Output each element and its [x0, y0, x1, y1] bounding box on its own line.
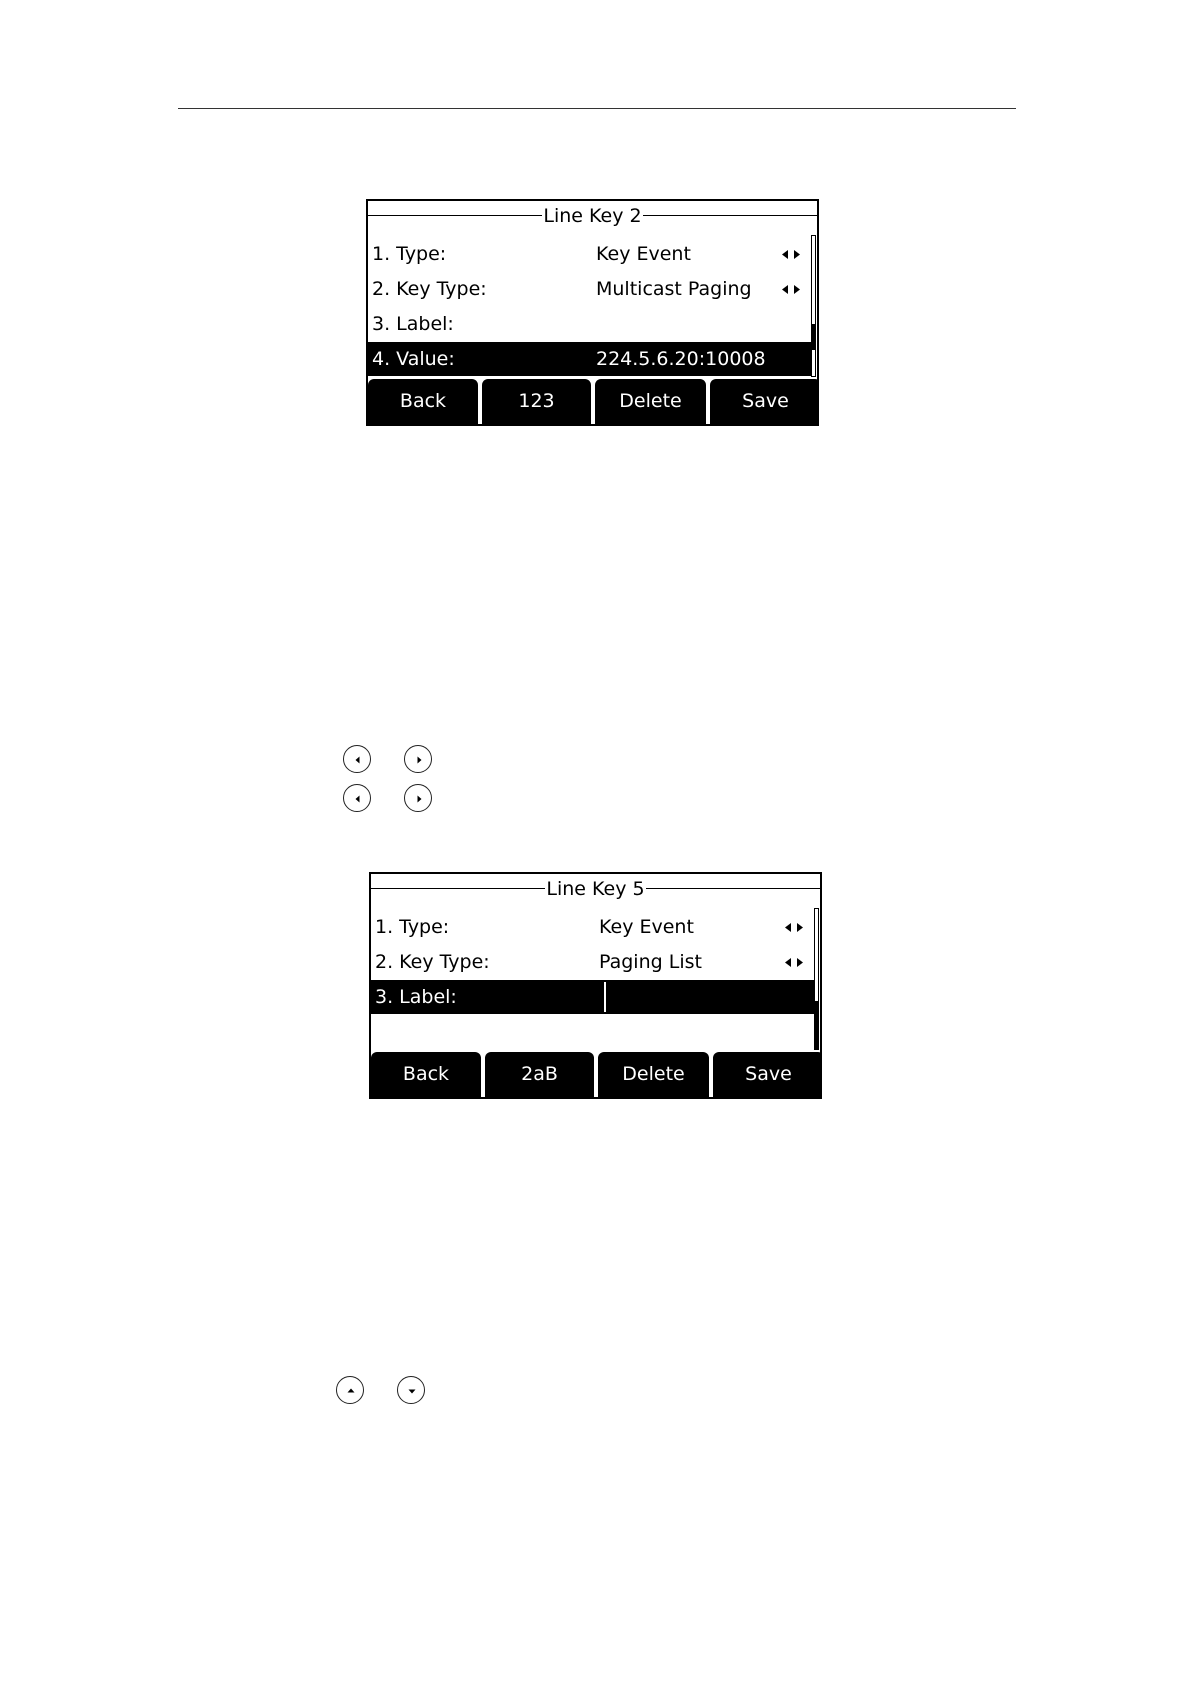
field-value: Key Event: [596, 243, 691, 265]
left-nav-key-icon: [343, 784, 371, 812]
left-right-arrows-icon: [785, 945, 805, 979]
field-label: 1. Type:: [375, 916, 450, 938]
scrollbar-thumb[interactable]: [815, 1001, 818, 1049]
down-nav-key-icon: [397, 1376, 425, 1404]
input-mode-softkey[interactable]: 123: [482, 379, 591, 424]
softkey-bar: [368, 379, 817, 424]
field-row-value[interactable]: [368, 342, 811, 376]
field-row-label[interactable]: [371, 980, 814, 1014]
left-right-arrows-icon: [782, 272, 802, 306]
scrollbar-thumb[interactable]: [812, 324, 815, 350]
field-value: 224.5.6.20:10008: [596, 348, 766, 370]
field-row-key-type[interactable]: [368, 272, 811, 306]
field-row-label[interactable]: [368, 307, 811, 341]
screen-title: Line Key 5: [371, 877, 820, 901]
field-label: 3. Label:: [375, 986, 457, 1008]
back-softkey[interactable]: Back: [371, 1052, 481, 1097]
field-label: 4. Value:: [372, 348, 455, 370]
left-right-arrows-icon: [785, 910, 805, 944]
delete-softkey[interactable]: Delete: [598, 1052, 709, 1097]
screen-title: Line Key 2: [368, 204, 817, 228]
phone-screen-line-key-2: [366, 199, 819, 426]
right-nav-key-icon: [404, 784, 432, 812]
left-right-arrows-icon: [782, 237, 802, 271]
field-value: Paging List: [599, 951, 702, 973]
scrollbar[interactable]: [814, 908, 819, 1050]
field-label: 1. Type:: [372, 243, 447, 265]
field-label: 3. Label:: [372, 313, 454, 335]
delete-softkey[interactable]: Delete: [595, 379, 706, 424]
save-softkey[interactable]: Save: [713, 1052, 822, 1097]
scrollbar[interactable]: [811, 235, 816, 377]
input-mode-softkey[interactable]: 2aB: [485, 1052, 594, 1097]
field-label: 2. Key Type:: [375, 951, 490, 973]
back-softkey[interactable]: Back: [368, 379, 478, 424]
field-value: Key Event: [599, 916, 694, 938]
left-nav-key-icon: [343, 745, 371, 773]
up-nav-key-icon: [336, 1376, 364, 1404]
softkey-bar: [371, 1052, 820, 1097]
right-nav-key-icon: [404, 745, 432, 773]
header-rule: [178, 108, 1016, 109]
field-row-type[interactable]: [368, 237, 811, 271]
field-row-key-type[interactable]: [371, 945, 814, 979]
field-row-type[interactable]: [371, 910, 814, 944]
phone-screen-line-key-5: [369, 872, 822, 1099]
save-softkey[interactable]: Save: [710, 379, 819, 424]
field-value: Multicast Paging: [596, 278, 752, 300]
field-divider: [604, 982, 606, 1012]
field-label: 2. Key Type:: [372, 278, 487, 300]
